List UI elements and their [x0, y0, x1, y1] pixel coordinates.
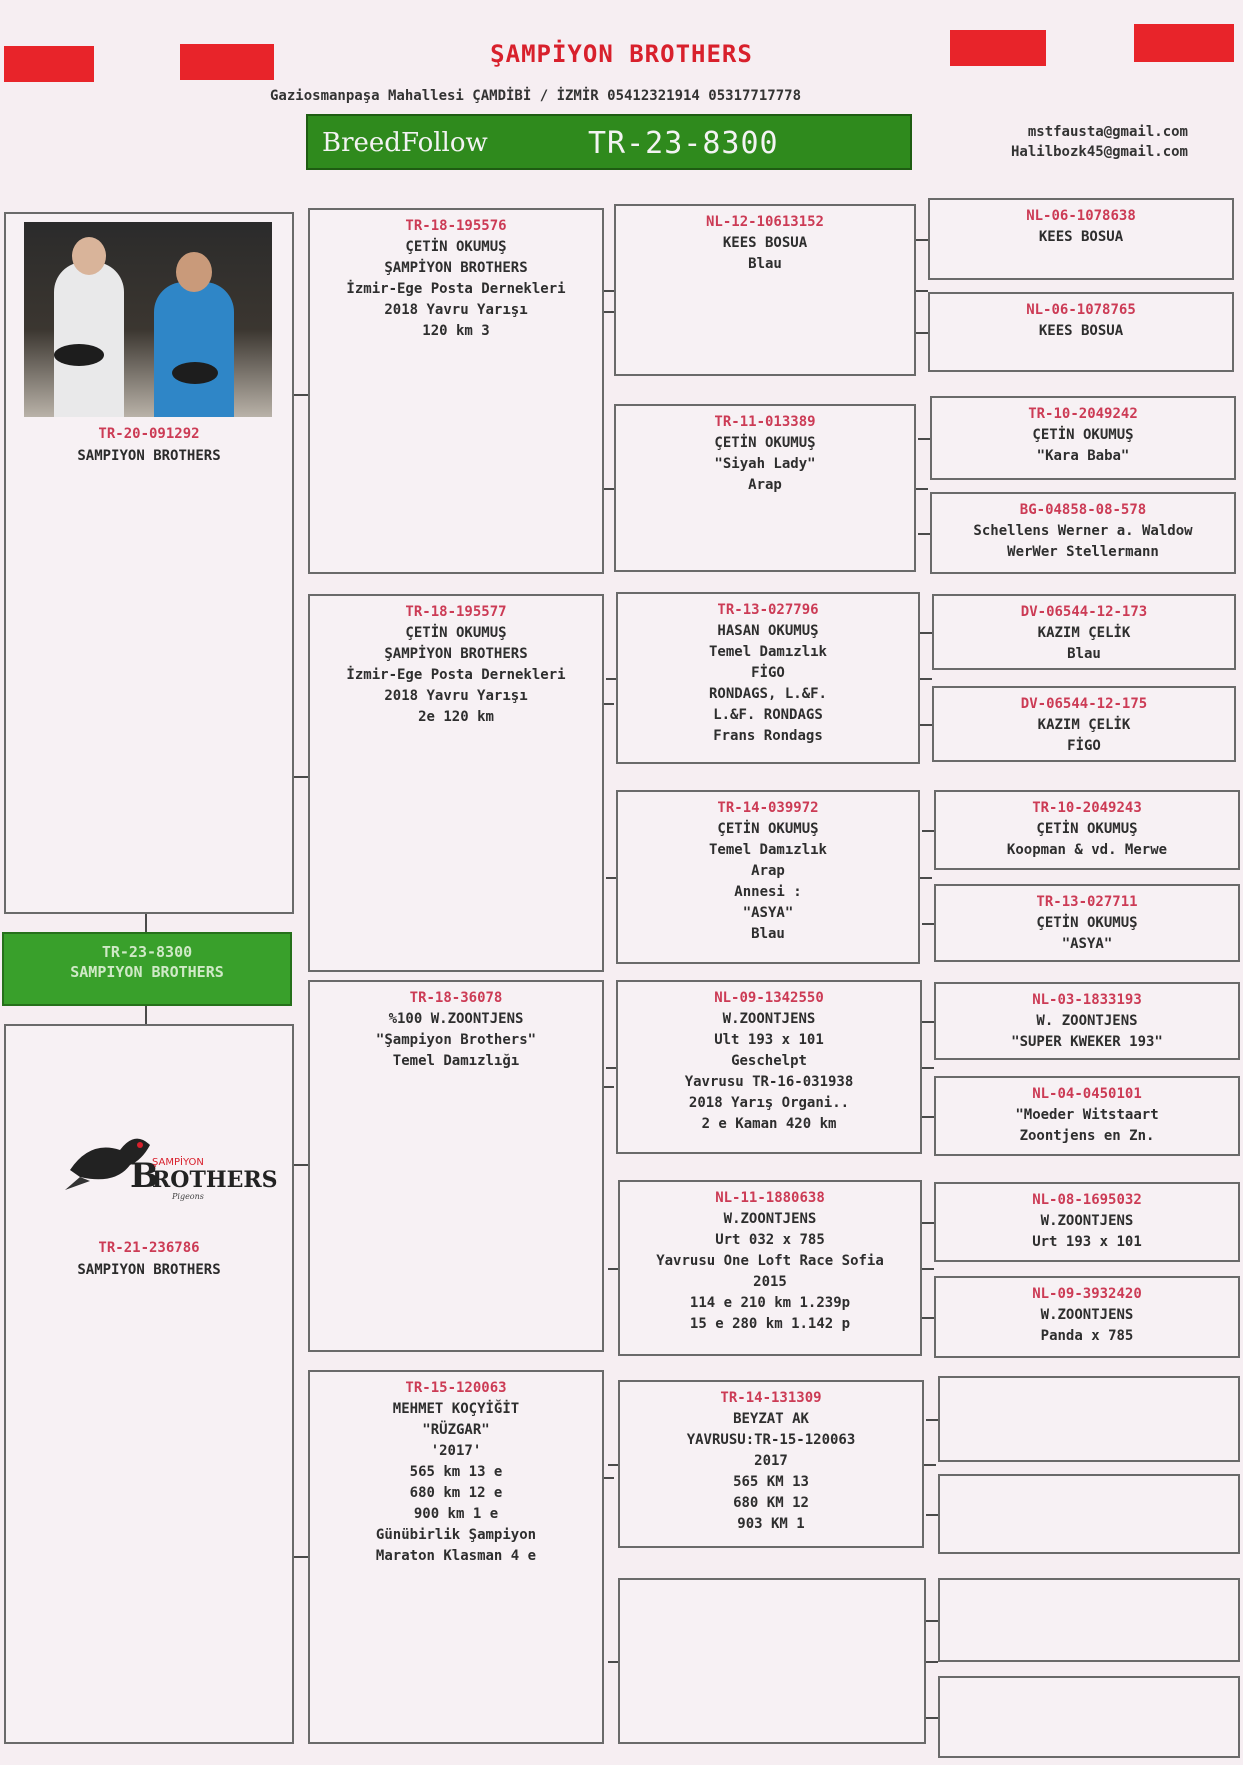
- ring-number: DV-06544-12-173: [1020, 604, 1148, 620]
- svg-text:B: B: [130, 1156, 159, 1196]
- sire-owner-ring: TR-20-091292: [98, 426, 200, 442]
- pedigree-text-line: İzmir-Ege Posta Dernekleri: [346, 667, 566, 683]
- pedigree-text-line: 2017: [754, 1453, 788, 1469]
- connector: [145, 1006, 147, 1024]
- pedigree-text-line: 114 e 210 km 1.239p: [689, 1295, 851, 1311]
- pedigree-text-line: ÇETİN OKUMUŞ: [1036, 821, 1138, 837]
- grandparent-box-gen2: [616, 980, 922, 1154]
- ring-number: NL-12-10613152: [705, 214, 824, 230]
- connector: [606, 1067, 616, 1069]
- pedigree-text-line: KAZIM ÇELİK: [1037, 625, 1131, 641]
- pedigree-text-line: Koopman & vd. Merwe: [1006, 842, 1168, 858]
- great-grandparent-box-gen3: [938, 1474, 1240, 1554]
- connector: [294, 776, 308, 778]
- pedigree-text-line: "ASYA": [1061, 936, 1113, 952]
- great-grandparent-box-gen3: [934, 790, 1240, 870]
- address-line: Gaziosmanpaşa Mahallesi ÇAMDİBİ / İZMİR 05412321914 05317717778: [270, 88, 802, 104]
- pedigree-text-line: 565 KM 13: [733, 1474, 809, 1490]
- grandparent-box-gen2: [616, 592, 920, 764]
- pedigree-text-line: KEES BOSUA: [1038, 229, 1124, 245]
- great-grandparent-box-gen3: [928, 198, 1234, 280]
- connector: [922, 1021, 934, 1023]
- ring-number: TR-18-195577: [405, 604, 507, 620]
- connector: [922, 1222, 934, 1224]
- connector: [924, 1464, 936, 1466]
- pedigree-text-line: "Kara Baba": [1036, 448, 1130, 464]
- grandparent-box-gen2: [618, 1578, 926, 1744]
- connector: [294, 394, 308, 396]
- pedigree-text-line: ÇETİN OKUMUŞ: [405, 239, 507, 255]
- pedigree-text-line: 2018 Yarış Organi..: [688, 1095, 850, 1111]
- connector: [604, 290, 614, 292]
- great-grandparent-box-gen3: [934, 982, 1240, 1060]
- connector: [294, 1164, 308, 1166]
- pedigree-text-line: L.&F. RONDAGS: [713, 707, 823, 723]
- pedigree-text-line: Arap: [748, 477, 782, 493]
- grandparent-box-gen2: [618, 1180, 922, 1356]
- ring-number: NL-04-0450101: [1032, 1086, 1142, 1102]
- pedigree-text-line: İzmir-Ege Posta Dernekleri: [346, 281, 566, 297]
- connector: [922, 1067, 934, 1069]
- connector: [922, 1116, 934, 1118]
- pedigree-text-line: "RÜZGAR": [422, 1422, 490, 1438]
- ring-number: TR-13-027796: [717, 602, 819, 618]
- pedigree-text-line: 2015: [753, 1274, 787, 1290]
- pedigree-text-line: W.ZOONTJENS: [1040, 1307, 1134, 1323]
- pedigree-text-line: 565 km 13 e: [409, 1464, 503, 1480]
- sampiyon-brothers-logo: [60, 1115, 278, 1215]
- ring-number: TR-10-2049243: [1032, 800, 1142, 816]
- pedigree-text-line: RONDAGS, L.&F.: [708, 686, 827, 702]
- pedigree-text-line: KAZIM ÇELİK: [1037, 717, 1131, 733]
- parent-box-gen1: [308, 980, 604, 1352]
- connector: [922, 1268, 934, 1270]
- connector: [926, 1661, 938, 1663]
- great-grandparent-box-gen3: [930, 396, 1236, 480]
- connector: [916, 488, 928, 490]
- great-grandparent-box-gen3: [938, 1676, 1240, 1758]
- ring-number: TR-14-131309: [720, 1390, 822, 1406]
- grandparent-box-gen2: [614, 204, 916, 376]
- ring-number: TR-11-013389: [714, 414, 816, 430]
- email-2: Halilbozk45@gmail.com: [1010, 144, 1188, 160]
- pedigree-text-line: %100 W.ZOONTJENS: [388, 1011, 524, 1027]
- subject-ring: TR-23-8300: [101, 943, 193, 961]
- pedigree-text-line: Arap: [751, 863, 785, 879]
- ring-number: NL-06-1078638: [1026, 208, 1136, 224]
- great-grandparent-box-gen3: [938, 1376, 1240, 1462]
- pedigree-text-line: MEHMET KOÇYİĞİT: [392, 1401, 520, 1417]
- pedigree-text-line: YAVRUSU:TR-15-120063: [686, 1432, 856, 1448]
- connector: [608, 1464, 618, 1466]
- pedigree-text-line: 2e 120 km: [418, 709, 494, 725]
- pedigree-text-line: Urt 193 x 101: [1032, 1234, 1142, 1250]
- connector: [604, 311, 614, 313]
- grandparent-box-gen2: [618, 1380, 924, 1548]
- dam-owner-ring: TR-21-236786: [98, 1240, 200, 1256]
- pedigree-text-line: 2 e Kaman 420 km: [701, 1116, 837, 1132]
- connector: [920, 678, 932, 680]
- pedigree-text-line: ŞAMPİYON BROTHERS: [384, 646, 528, 662]
- ring-number: TR-15-120063: [405, 1380, 507, 1396]
- pedigree-text-line: Maraton Klasman 4 e: [375, 1548, 537, 1564]
- pedigree-text-line: Yavrusu TR-16-031938: [684, 1074, 854, 1090]
- pedigree-text-line: ÇETİN OKUMUŞ: [405, 625, 507, 641]
- pedigree-text-line: BEYZAT AK: [733, 1411, 809, 1427]
- pedigree-text-line: 680 KM 12: [733, 1495, 809, 1511]
- pedigree-text-line: Temel Damızlık: [708, 644, 827, 660]
- pedigree-text-line: Blau: [1067, 646, 1101, 662]
- grandparent-box-gen2: [616, 790, 920, 964]
- connector: [608, 1268, 618, 1270]
- pedigree-text-line: "SUPER KWEKER 193": [1011, 1034, 1163, 1050]
- great-grandparent-box-gen3: [930, 492, 1236, 574]
- connector: [918, 438, 930, 440]
- pedigree-text-line: 900 km 1 e: [413, 1506, 499, 1522]
- svg-text:Pigeons: Pigeons: [172, 1192, 204, 1201]
- pedigree-text-line: 680 km 12 e: [409, 1485, 503, 1501]
- great-grandparent-box-gen3: [932, 686, 1236, 762]
- connector: [920, 877, 932, 879]
- owners-holding-pigeons-photo: [24, 222, 272, 417]
- ring-number: NL-06-1078765: [1026, 302, 1136, 318]
- pedigree-text-line: 120 km 3: [422, 323, 490, 339]
- pedigree-text-line: Temel Damızlığı: [392, 1053, 520, 1069]
- ring-number: NL-03-1833193: [1032, 992, 1142, 1008]
- pedigree-text-line: W. ZOONTJENS: [1036, 1013, 1138, 1029]
- pedigree-text-line: Frans Rondags: [713, 728, 823, 744]
- pedigree-text-line: Zoontjens en Zn.: [1019, 1128, 1155, 1144]
- pedigree-text-line: Günübirlik Şampiyon: [375, 1527, 537, 1543]
- contact-emails: [958, 122, 1188, 162]
- pedigree-text-line: Ult 193 x 101: [714, 1032, 824, 1048]
- great-grandparent-box-gen3: [938, 1578, 1240, 1662]
- pedigree-text-line: Temel Damızlık: [708, 842, 827, 858]
- brand-label: BreedFollow: [322, 128, 488, 158]
- header-ring-number: TR-23-8300: [588, 126, 779, 161]
- connector: [916, 332, 928, 334]
- header-green-bar: [306, 114, 912, 170]
- pedigree-text-line: Yavrusu One Loft Race Sofia: [656, 1253, 884, 1269]
- connector: [920, 724, 932, 726]
- svg-text:ROTHERS: ROTHERS: [152, 1167, 278, 1193]
- pedigree-text-line: ÇETİN OKUMUŞ: [717, 821, 819, 837]
- pedigree-text-line: "Şampiyon Brothers": [375, 1032, 537, 1048]
- ring-number: TR-18-195576: [405, 218, 507, 234]
- ring-number: DV-06544-12-175: [1020, 696, 1148, 712]
- ring-number: TR-18-36078: [409, 990, 503, 1006]
- pedigree-text-line: WerWer Stellermann: [1007, 544, 1159, 560]
- pedigree-text-line: W.ZOONTJENS: [1040, 1213, 1134, 1229]
- connector: [926, 1620, 938, 1622]
- connector: [604, 703, 614, 705]
- pedigree-text-line: KEES BOSUA: [1038, 323, 1124, 339]
- pedigree-text-line: "ASYA": [742, 905, 794, 921]
- pedigree-text-line: Panda x 785: [1040, 1328, 1134, 1344]
- sire-owner-name: SAMPIYON BROTHERS: [77, 448, 221, 464]
- great-grandparent-box-gen3: [932, 594, 1236, 670]
- pedigree-text-line: "Siyah Lady": [714, 456, 816, 472]
- connector: [608, 1661, 618, 1663]
- pedigree-text-line: ÇETİN OKUMUŞ: [1036, 915, 1138, 931]
- pedigree-text-line: W.ZOONTJENS: [723, 1211, 817, 1227]
- connector: [916, 290, 928, 292]
- great-grandparent-box-gen3: [928, 292, 1234, 372]
- pedigree-text-line: FİGO: [1067, 738, 1101, 754]
- great-grandparent-box-gen3: [934, 1276, 1240, 1358]
- subject-owner: SAMPIYON BROTHERS: [70, 963, 224, 981]
- pedigree-text-line: W.ZOONTJENS: [722, 1011, 816, 1027]
- svg-text:ŞAMPİYON: ŞAMPİYON: [152, 1157, 204, 1168]
- connector: [922, 830, 934, 832]
- connector: [145, 914, 147, 932]
- connector: [918, 533, 930, 535]
- connector: [604, 1086, 614, 1088]
- connector: [922, 923, 934, 925]
- parent-box-gen1: [308, 1370, 604, 1744]
- ring-number: TR-10-2049242: [1028, 406, 1138, 422]
- pedigree-text-line: FİGO: [751, 665, 785, 681]
- pedigree-text-line: 2018 Yavru Yarışı: [384, 302, 528, 318]
- connector: [604, 1477, 614, 1479]
- connector: [926, 1717, 938, 1719]
- connector: [926, 1419, 938, 1421]
- ring-number: BG-04858-08-578: [1019, 502, 1147, 518]
- ring-number: NL-09-1342550: [714, 990, 824, 1006]
- ring-number: NL-11-1880638: [715, 1190, 825, 1206]
- great-grandparent-box-gen3: [934, 1182, 1240, 1262]
- pedigree-text-line: Blau: [748, 256, 782, 272]
- email-1[interactable]: mstfausta@gmail.com: [1027, 124, 1188, 140]
- pedigree-text-line: Urt 032 x 785: [715, 1232, 825, 1248]
- pedigree-text-line: Geschelpt: [731, 1053, 807, 1069]
- connector: [916, 239, 928, 241]
- parent-box-gen1: [308, 208, 604, 574]
- connector: [604, 488, 614, 490]
- pedigree-text-line: 2018 Yavru Yarışı: [384, 688, 528, 704]
- connector: [926, 1514, 938, 1516]
- pedigree-text-line: "Moeder Witstaart: [1015, 1107, 1159, 1123]
- pedigree-text-line: KEES BOSUA: [722, 235, 808, 251]
- pedigree-text-line: ÇETİN OKUMUŞ: [1032, 427, 1134, 443]
- dam-owner-name: SAMPIYON BROTHERS: [77, 1262, 221, 1278]
- connector: [294, 1556, 308, 1558]
- ring-number: TR-13-027711: [1036, 894, 1138, 910]
- parent-box-gen1: [308, 594, 604, 972]
- pedigree-text-line: Schellens Werner a. Waldow: [973, 523, 1193, 539]
- connector: [606, 678, 616, 680]
- pedigree-text-line: ÇETİN OKUMUŞ: [714, 435, 816, 451]
- great-grandparent-box-gen3: [934, 1076, 1240, 1156]
- pedigree-text-line: HASAN OKUMUŞ: [717, 623, 819, 639]
- ring-number: NL-08-1695032: [1032, 1192, 1142, 1208]
- ring-number: TR-14-039972: [717, 800, 819, 816]
- connector: [606, 877, 616, 879]
- ring-number: NL-09-3932420: [1032, 1286, 1142, 1302]
- great-grandparent-box-gen3: [934, 884, 1240, 962]
- connector: [922, 1317, 934, 1319]
- pedigree-text-line: Annesi :: [734, 884, 802, 900]
- subject-pigeon-box: [2, 932, 292, 1006]
- grandparent-box-gen2: [614, 404, 916, 572]
- page-title: ŞAMPİYON BROTHERS: [490, 40, 753, 68]
- pedigree-text-line: '2017': [430, 1443, 482, 1459]
- connector: [920, 632, 932, 634]
- pedigree-text-line: Blau: [751, 926, 785, 942]
- pedigree-text-line: 15 e 280 km 1.142 p: [689, 1316, 851, 1332]
- pedigree-text-line: ŞAMPİYON BROTHERS: [384, 260, 528, 276]
- pedigree-text-line: 903 KM 1: [737, 1516, 805, 1532]
